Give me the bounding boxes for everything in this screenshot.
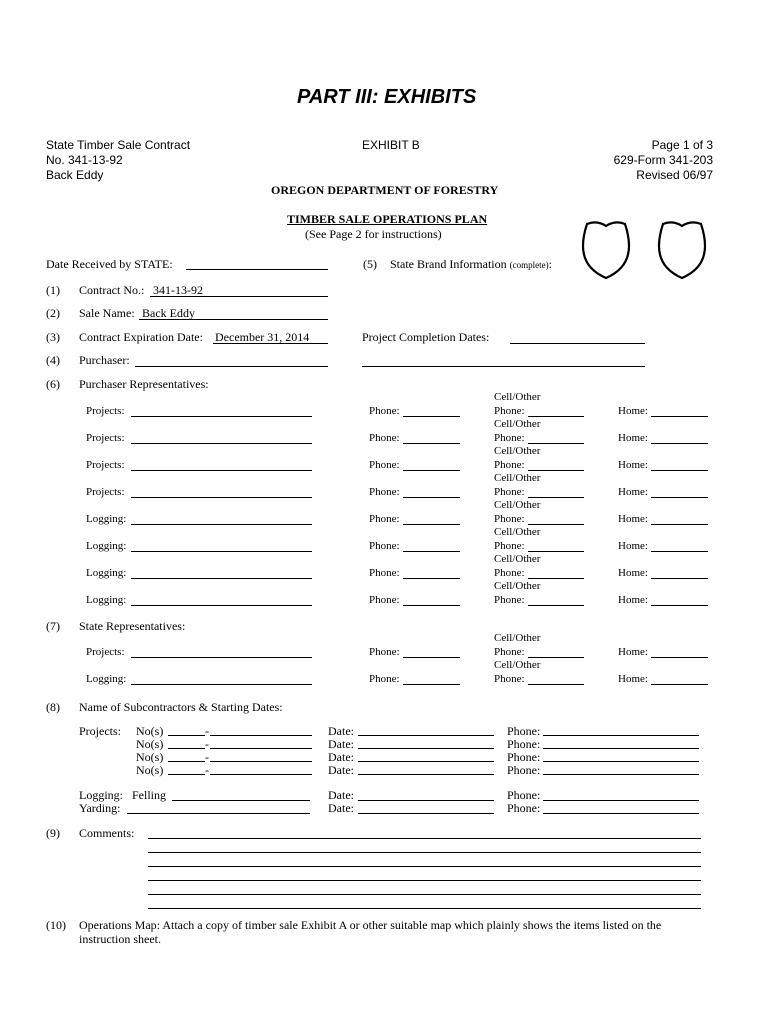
rep-role-label: Projects:	[86, 646, 125, 658]
rep-home-label: Home:	[618, 405, 648, 417]
date-received-field[interactable]	[186, 269, 328, 270]
sub-nos-label: No(s)	[136, 750, 164, 764]
sub-name-field[interactable]	[210, 774, 312, 775]
rep-cell-label: Cell/Other	[494, 418, 541, 430]
felling-phone-label: Phone:	[507, 788, 541, 802]
rep-cell-field[interactable]	[528, 551, 584, 552]
rep-home-label: Home:	[618, 673, 648, 685]
rep-cell-field[interactable]	[528, 497, 584, 498]
sub-nos-field[interactable]	[168, 761, 205, 762]
sub-phone-field[interactable]	[543, 774, 699, 775]
rep-cell-phone-label: Phone:	[494, 594, 525, 606]
rep-phone-field[interactable]	[403, 578, 460, 579]
header-contract-no: No. 341-13-92	[46, 153, 123, 167]
rep-phone-label: Phone:	[369, 432, 400, 444]
rep-cell-phone-label: Phone:	[494, 405, 525, 417]
purchaser-reps-label: Purchaser Representatives:	[79, 377, 209, 391]
rep-cell-label: Cell/Other	[494, 499, 541, 511]
shield-icon	[655, 218, 709, 282]
rep-phone-label: Phone:	[369, 646, 400, 658]
purchaser-field[interactable]	[135, 366, 328, 367]
rep-cell-label: Cell/Other	[494, 445, 541, 457]
item-2-num: (2)	[46, 306, 60, 320]
rep-phone-field[interactable]	[403, 605, 460, 606]
rep-cell-label: Cell/Other	[494, 632, 541, 644]
item-9-num: (9)	[46, 826, 60, 840]
rep-home-label: Home:	[618, 459, 648, 471]
rep-name-field[interactable]	[131, 470, 312, 471]
comments-line[interactable]	[148, 894, 701, 895]
subcontractors-label: Name of Subcontractors & Starting Dates:	[79, 700, 283, 714]
yarding-phone-field[interactable]	[543, 813, 699, 814]
sub-name-field[interactable]	[210, 735, 312, 736]
rep-cell-label: Cell/Other	[494, 659, 541, 671]
sub-projects-label: Projects:	[79, 724, 121, 738]
header-right	[614, 138, 713, 183]
agency-name: OREGON DEPARTMENT OF FORESTRY	[271, 183, 499, 197]
felling-phone-field[interactable]	[543, 800, 699, 801]
rep-cell-phone-label: Phone:	[494, 646, 525, 658]
rep-phone-field[interactable]	[403, 684, 460, 685]
completion-label: Project Completion Dates:	[362, 330, 490, 344]
header-revised: Revised 06/97	[636, 168, 713, 182]
rep-name-field[interactable]	[131, 578, 312, 579]
sub-phone-label: Phone:	[507, 763, 541, 777]
rep-home-label: Home:	[618, 594, 648, 606]
rep-role-label: Projects:	[86, 486, 125, 498]
sale-name-label: Sale Name:	[79, 306, 135, 320]
rep-cell-phone-label: Phone:	[494, 486, 525, 498]
rep-home-field[interactable]	[651, 416, 708, 417]
rep-cell-field[interactable]	[528, 578, 584, 579]
rep-cell-phone-label: Phone:	[494, 540, 525, 552]
rep-role-label: Logging:	[86, 594, 127, 606]
sub-logging-label: Logging:	[79, 788, 123, 802]
yarding-phone-label: Phone:	[507, 801, 541, 815]
sub-phone-field[interactable]	[543, 748, 699, 749]
sub-date-label: Date:	[328, 737, 354, 751]
item-1-num: (1)	[46, 283, 60, 297]
rep-role-label: Logging:	[86, 673, 127, 685]
sub-phone-label: Phone:	[507, 737, 541, 751]
sub-date-field[interactable]	[358, 735, 494, 736]
rep-name-field[interactable]	[131, 443, 312, 444]
rep-phone-label: Phone:	[369, 459, 400, 471]
page-title: PART III: EXHIBITS	[297, 86, 477, 108]
rep-role-label: Logging:	[86, 540, 127, 552]
purchaser-label: Purchaser:	[79, 353, 130, 367]
sale-name-field[interactable]	[139, 319, 328, 320]
rep-name-field[interactable]	[131, 684, 312, 685]
header-page: Page 1 of 3	[651, 138, 713, 152]
header-left	[46, 138, 190, 183]
rep-name-field[interactable]	[131, 524, 312, 525]
rep-phone-label: Phone:	[369, 486, 400, 498]
rep-phone-label: Phone:	[369, 540, 400, 552]
sub-nos-field[interactable]	[168, 774, 205, 775]
sub-phone-field[interactable]	[543, 735, 699, 736]
rep-home-label: Home:	[618, 432, 648, 444]
sub-dash: -	[205, 763, 209, 777]
sub-phone-field[interactable]	[543, 761, 699, 762]
sub-dash: -	[205, 737, 209, 751]
rep-name-field[interactable]	[131, 605, 312, 606]
expiration-value: December 31, 2014	[215, 330, 310, 344]
comments-line[interactable]	[148, 852, 701, 853]
felling-date-label: Date:	[328, 788, 354, 802]
rep-cell-label: Cell/Other	[494, 553, 541, 565]
plan-title: TIMBER SALE OPERATIONS PLAN	[287, 212, 488, 226]
sub-dash: -	[205, 750, 209, 764]
rep-phone-label: Phone:	[369, 673, 400, 685]
rep-role-label: Projects:	[86, 459, 125, 471]
header-contract: State Timber Sale Contract	[46, 138, 191, 152]
rep-cell-field[interactable]	[528, 470, 584, 471]
rep-phone-field[interactable]	[403, 524, 460, 525]
yarding-date-label: Date:	[328, 801, 354, 815]
rep-home-field[interactable]	[651, 657, 708, 658]
comments-line[interactable]	[148, 866, 701, 867]
expiration-field[interactable]	[213, 343, 328, 344]
felling-date-field[interactable]	[358, 800, 494, 801]
rep-home-field[interactable]	[651, 578, 708, 579]
sale-name-value: Back Eddy	[142, 306, 195, 320]
rep-home-field[interactable]	[651, 497, 708, 498]
rep-home-field[interactable]	[651, 605, 708, 606]
header-form: 629-Form 341-203	[613, 153, 713, 167]
sub-nos-label: No(s)	[136, 737, 164, 751]
item-7-num: (7)	[46, 619, 60, 633]
plan-subtitle: (See Page 2 for instructions)	[305, 227, 442, 241]
rep-role-label: Projects:	[86, 405, 125, 417]
rep-home-label: Home:	[618, 486, 648, 498]
rep-cell-field[interactable]	[528, 605, 584, 606]
sub-nos-field[interactable]	[168, 748, 205, 749]
sub-date-label: Date:	[328, 763, 354, 777]
contract-no-label: Contract No.:	[79, 283, 145, 297]
item-8-num: (8)	[46, 700, 60, 714]
rep-name-field[interactable]	[131, 657, 312, 658]
rep-cell-label: Cell/Other	[494, 472, 541, 484]
sub-date-label: Date:	[328, 724, 354, 738]
rep-role-label: Logging:	[86, 513, 127, 525]
comments-line[interactable]	[148, 838, 701, 839]
sub-name-field[interactable]	[210, 761, 312, 762]
purchaser-field-2[interactable]	[362, 366, 645, 367]
rep-home-label: Home:	[618, 540, 648, 552]
rep-cell-phone-label: Phone:	[494, 567, 525, 579]
contract-no-value: 341-13-92	[153, 283, 203, 297]
rep-cell-field[interactable]	[528, 416, 584, 417]
rep-cell-phone-label: Phone:	[494, 513, 525, 525]
rep-phone-label: Phone:	[369, 567, 400, 579]
brand-small: (complete)	[509, 260, 549, 270]
operations-map-text: Operations Map: Attach a copy of timber sale Exhibit A or other suitable map which plainly shows the items listed on the	[79, 918, 662, 932]
item-3-num: (3)	[46, 330, 60, 344]
rep-phone-label: Phone:	[369, 513, 400, 525]
sub-nos-label: No(s)	[136, 763, 164, 777]
header-sale-name: Back Eddy	[46, 168, 104, 182]
rep-phone-field[interactable]	[403, 443, 460, 444]
sub-date-field[interactable]	[358, 774, 494, 775]
expiration-label: Contract Expiration Date:	[79, 330, 203, 344]
rep-cell-field[interactable]	[528, 524, 584, 525]
rep-name-field[interactable]	[131, 497, 312, 498]
operations-map-text-2: instruction sheet.	[79, 932, 161, 946]
sub-dash: -	[205, 724, 209, 738]
yarding-field[interactable]	[127, 813, 310, 814]
rep-home-field[interactable]	[651, 443, 708, 444]
rep-phone-label: Phone:	[369, 405, 400, 417]
sub-date-label: Date:	[328, 750, 354, 764]
rep-home-field[interactable]	[651, 551, 708, 552]
rep-home-field[interactable]	[651, 524, 708, 525]
rep-role-label: Logging:	[86, 567, 127, 579]
rep-cell-phone-label: Phone:	[494, 673, 525, 685]
rep-home-field[interactable]	[651, 470, 708, 471]
rep-home-label: Home:	[618, 567, 648, 579]
sub-felling-label: Felling	[132, 788, 167, 802]
sub-yarding-label: Yarding:	[79, 801, 121, 815]
sub-nos-label: No(s)	[136, 724, 164, 738]
rep-cell-label: Cell/Other	[494, 526, 541, 538]
yarding-date-field[interactable]	[358, 813, 494, 814]
rep-cell-label: Cell/Other	[494, 391, 541, 403]
item-10-num: (10)	[46, 918, 66, 932]
felling-field[interactable]	[172, 800, 310, 801]
rep-cell-phone-label: Phone:	[494, 432, 525, 444]
rep-phone-field[interactable]	[403, 551, 460, 552]
sub-name-field[interactable]	[210, 748, 312, 749]
contract-no-field[interactable]	[150, 296, 328, 297]
rep-cell-label: Cell/Other	[494, 580, 541, 592]
rep-home-label: Home:	[618, 646, 648, 658]
rep-name-field[interactable]	[131, 416, 312, 417]
completion-field[interactable]	[510, 343, 645, 344]
rep-home-field[interactable]	[651, 684, 708, 685]
date-received-label: Date Received by STATE:	[46, 257, 173, 271]
rep-phone-field[interactable]	[403, 657, 460, 658]
brand-label	[390, 257, 552, 272]
comments-label: Comments:	[79, 826, 135, 840]
sub-date-field[interactable]	[358, 748, 494, 749]
rep-cell-phone-label: Phone:	[494, 459, 525, 471]
rep-cell-field[interactable]	[528, 657, 584, 658]
rep-role-label: Projects:	[86, 432, 125, 444]
brand-colon: :	[548, 257, 552, 271]
rep-home-label: Home:	[618, 513, 648, 525]
sub-date-field[interactable]	[358, 761, 494, 762]
state-reps-label: State Representatives:	[79, 619, 186, 633]
rep-name-field[interactable]	[131, 551, 312, 552]
sub-phone-label: Phone:	[507, 724, 541, 738]
rep-phone-label: Phone:	[369, 594, 400, 606]
item-6-num: (6)	[46, 377, 60, 391]
comments-line[interactable]	[148, 908, 701, 909]
comments-line[interactable]	[148, 880, 701, 881]
brand-num: (5)	[363, 257, 377, 271]
rep-phone-field[interactable]	[403, 416, 460, 417]
shield-icon	[579, 218, 633, 282]
rep-phone-field[interactable]	[403, 497, 460, 498]
exhibit-label: EXHIBIT B	[362, 138, 420, 152]
item-4-num: (4)	[46, 353, 60, 367]
rep-phone-field[interactable]	[403, 470, 460, 471]
brand-label-text: State Brand Information	[390, 257, 507, 271]
sub-phone-label: Phone:	[507, 750, 541, 764]
rep-cell-field[interactable]	[528, 443, 584, 444]
sub-nos-field[interactable]	[168, 735, 205, 736]
rep-cell-field[interactable]	[528, 684, 584, 685]
